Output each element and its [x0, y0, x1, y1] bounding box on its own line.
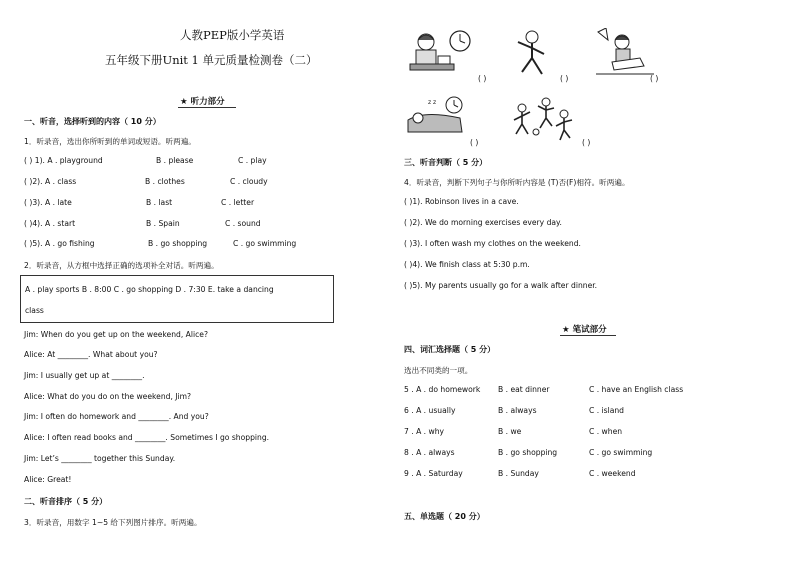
- q7-option-a: 7 . A . why: [404, 427, 445, 436]
- options-box: [20, 275, 334, 323]
- kids-playing-sports-icon: [510, 96, 576, 142]
- picture-answer-3[interactable]: ( ): [650, 74, 659, 83]
- q7-option-b: B . we: [498, 427, 522, 436]
- q4-item-5: ( )5). My parents usually go for a walk after dinner.: [404, 281, 598, 290]
- q8-option-b: B . go shopping: [498, 448, 558, 457]
- q5-option-a: 5 . A . do homework: [404, 385, 481, 394]
- q1-item-2-c: C . cloudy: [230, 177, 268, 186]
- section5-heading: 五、单选题（ 20 分）: [404, 512, 485, 521]
- picture-answer-4[interactable]: ( ): [470, 138, 479, 147]
- q5-option-c: C . have an English class: [589, 385, 684, 394]
- q9-option-a: 9 . A . Saturday: [404, 469, 463, 478]
- banner-underline: [178, 107, 236, 108]
- dialogue-line-1: Jim: When do you get up on the weekend, Alice?: [24, 330, 208, 339]
- section2-heading: 二、听音排序（ 5 分）: [24, 497, 108, 506]
- q4-item-4: ( )4). We finish class at 5:30 p.m.: [404, 260, 530, 269]
- q8-option-a: 8 . A . always: [404, 448, 455, 457]
- svg-text:z z: z z: [428, 99, 437, 106]
- q7-option-c: C . when: [589, 427, 623, 436]
- section4-heading: 四、词汇选择题（ 5 分）: [404, 345, 496, 354]
- q1-item-3-b: B . last: [146, 198, 173, 207]
- picture-answer-2[interactable]: ( ): [560, 74, 569, 83]
- q5-option-b: B . eat dinner: [498, 385, 550, 394]
- dialogue-line-6: Alice: I often read books and ________. Sometimes I go shopping.: [24, 433, 270, 442]
- section4-instruction: 选出不同类的一项。: [404, 366, 473, 375]
- dialogue-line-2: Alice: At ________. What about you?: [24, 350, 158, 359]
- options-box-line-2: class: [25, 306, 44, 315]
- q1-item-4-b: B . Spain: [146, 219, 180, 228]
- listening-section-banner: ★ 听力部分: [180, 97, 225, 107]
- q4-item-1: ( )1). Robinson lives in a cave.: [404, 197, 519, 206]
- q6-option-b: B . always: [498, 406, 537, 415]
- dialogue-line-4: Alice: What do you do on the weekend, Jim?: [24, 392, 192, 401]
- q3-instruction: 3．听录音，用数字 1~5 给下列图片排序。听两遍。: [24, 518, 202, 527]
- q1-item-5-b: B . go shopping: [148, 239, 208, 248]
- q4-item-2: ( )2). We do morning exercises every day.: [404, 218, 562, 227]
- q4-instruction: 4．听录音，判断下列句子与你所听内容是 (T)否(F)相符。听两遍。: [404, 178, 630, 187]
- boy-sleeping-with-clock-icon: [404, 96, 466, 140]
- q1-item-1-a: ( ) 1). A . playground: [24, 156, 103, 165]
- q1-item-2-a: ( )2). A . class: [24, 177, 77, 186]
- q1-instruction: 1．听录音，选出你所听到的单词或短语。听两遍。: [24, 137, 196, 146]
- picture-answer-5[interactable]: ( ): [582, 138, 591, 147]
- q1-item-4-a: ( )4). A . start: [24, 219, 76, 228]
- title-line-2: 五年级下册Unit 1 单元质量检测卷（二）: [105, 53, 318, 67]
- writing-section-banner: ★ 笔试部分: [562, 325, 607, 335]
- writing-banner-underline: [560, 335, 616, 336]
- q8-option-c: C . go swimming: [589, 448, 653, 457]
- dialogue-line-5: Jim: I often do homework and ________. And you?: [24, 412, 209, 421]
- q1-item-1-c: C . play: [238, 156, 267, 165]
- q9-option-b: B . Sunday: [498, 469, 539, 478]
- section1-heading: 一、听音，选择听到的内容（ 10 分）: [24, 117, 161, 126]
- q4-item-3: ( )3). I often wash my clothes on the weekend.: [404, 239, 581, 248]
- q1-item-3-c: C . letter: [221, 198, 255, 207]
- dialogue-line-3: Jim: I usually get up at ________.: [24, 371, 145, 380]
- picture-answer-1[interactable]: ( ): [478, 74, 487, 83]
- options-box-line-1: A . play sports B . 8:00 C . go shopping D . 7:30 E. take a dancing: [25, 285, 274, 294]
- dialogue-line-7: Jim: Let’s ________ together this Sunday.: [24, 454, 176, 463]
- q1-item-3-a: ( )3). A . late: [24, 198, 72, 207]
- section3-heading: 三、听音判断（ 5 分）: [404, 158, 488, 167]
- q1-item-4-c: C . sound: [225, 219, 261, 228]
- q1-item-5-c: C . go swimming: [233, 239, 297, 248]
- boy-exercising-icon: [510, 28, 554, 80]
- q1-item-2-b: B . clothes: [145, 177, 185, 186]
- boy-at-desk-with-clock-icon: [408, 28, 472, 78]
- girl-reading-at-desk-icon: [592, 28, 656, 80]
- title-line-1: 人教PEP版小学英语: [180, 28, 285, 42]
- q6-option-c: C . island: [589, 406, 625, 415]
- q1-item-1-b: B . please: [156, 156, 194, 165]
- q1-item-5-a: ( )5). A . go fishing: [24, 239, 95, 248]
- q9-option-c: C . weekend: [589, 469, 636, 478]
- q2-instruction: 2．听录音，从方框中选择正确的选项补全对话。听两遍。: [24, 261, 219, 270]
- dialogue-line-8: Alice: Great!: [24, 475, 72, 484]
- q6-option-a: 6 . A . usually: [404, 406, 456, 415]
